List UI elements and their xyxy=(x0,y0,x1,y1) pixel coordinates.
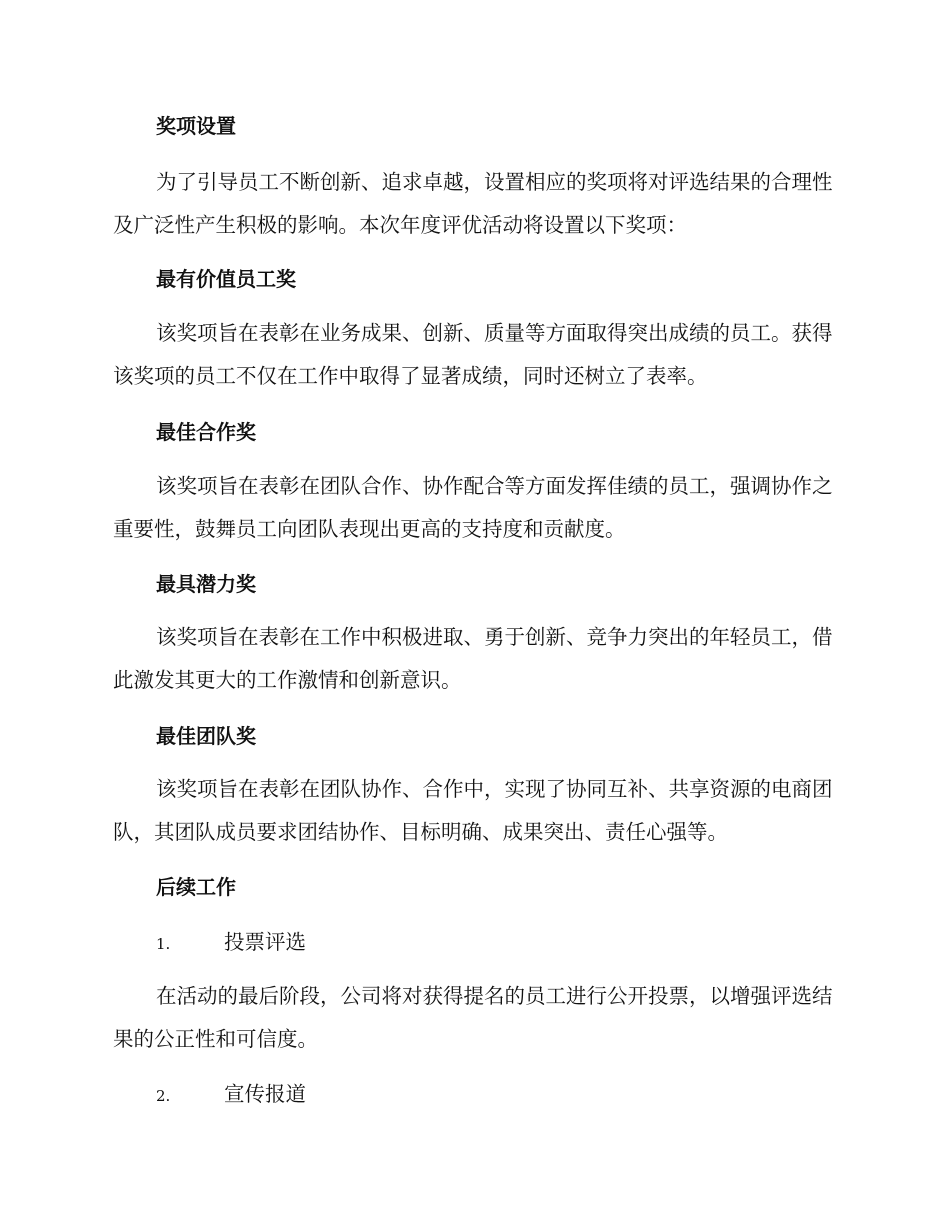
list-item-body-voting: 在活动的最后阶段，公司将对获得提名的员工进行公开投票，以增强评选结果的公正性和可信度。 xyxy=(113,984,833,1051)
list-number: 1. xyxy=(156,935,171,953)
list-item-voting xyxy=(156,928,306,958)
section-heading-potential: 最具潜力奖 xyxy=(156,572,256,596)
section-heading-awards: 奖项设置 xyxy=(156,114,236,138)
section-body-cooperation: 该奖项旨在表彰在团队合作、协作配合等方面发挥佳绩的员工，强调协作之重要性，鼓舞员工向团队表现出更高的支持度和贡献度。 xyxy=(113,474,833,541)
section-heading-team: 最佳团队奖 xyxy=(156,724,256,748)
section-body-potential: 该奖项旨在表彰在工作中积极进取、勇于创新、竞争力突出的年轻员工，借此激发其更大的工作激情和创新意识。 xyxy=(113,625,833,692)
section-body-mvp: 该奖项旨在表彰在业务成果、创新、质量等方面取得突出成绩的员工。获得该奖项的员工不仅在工作中取得了显著成绩，同时还树立了表率。 xyxy=(113,321,833,388)
list-item-title: 宣传报道 xyxy=(224,1082,306,1106)
list-item-title: 投票评选 xyxy=(224,930,306,954)
section-body-awards: 为了引导员工不断创新、追求卓越，设置相应的奖项将对评选结果的合理性及广泛性产生积极的影响。本次年度评优活动将设置以下奖项： xyxy=(113,170,833,237)
section-heading-followup: 后续工作 xyxy=(156,875,236,899)
section-heading-cooperation: 最佳合作奖 xyxy=(156,420,256,444)
list-number: 2. xyxy=(156,1087,171,1105)
list-item-publicity xyxy=(156,1080,306,1110)
section-body-team: 该奖项旨在表彰在团队协作、合作中，实现了协同互补、共享资源的电商团队，其团队成员要求团结协作、目标明确、成果突出、责任心强等。 xyxy=(113,777,833,844)
section-heading-mvp: 最有价值员工奖 xyxy=(156,267,296,291)
